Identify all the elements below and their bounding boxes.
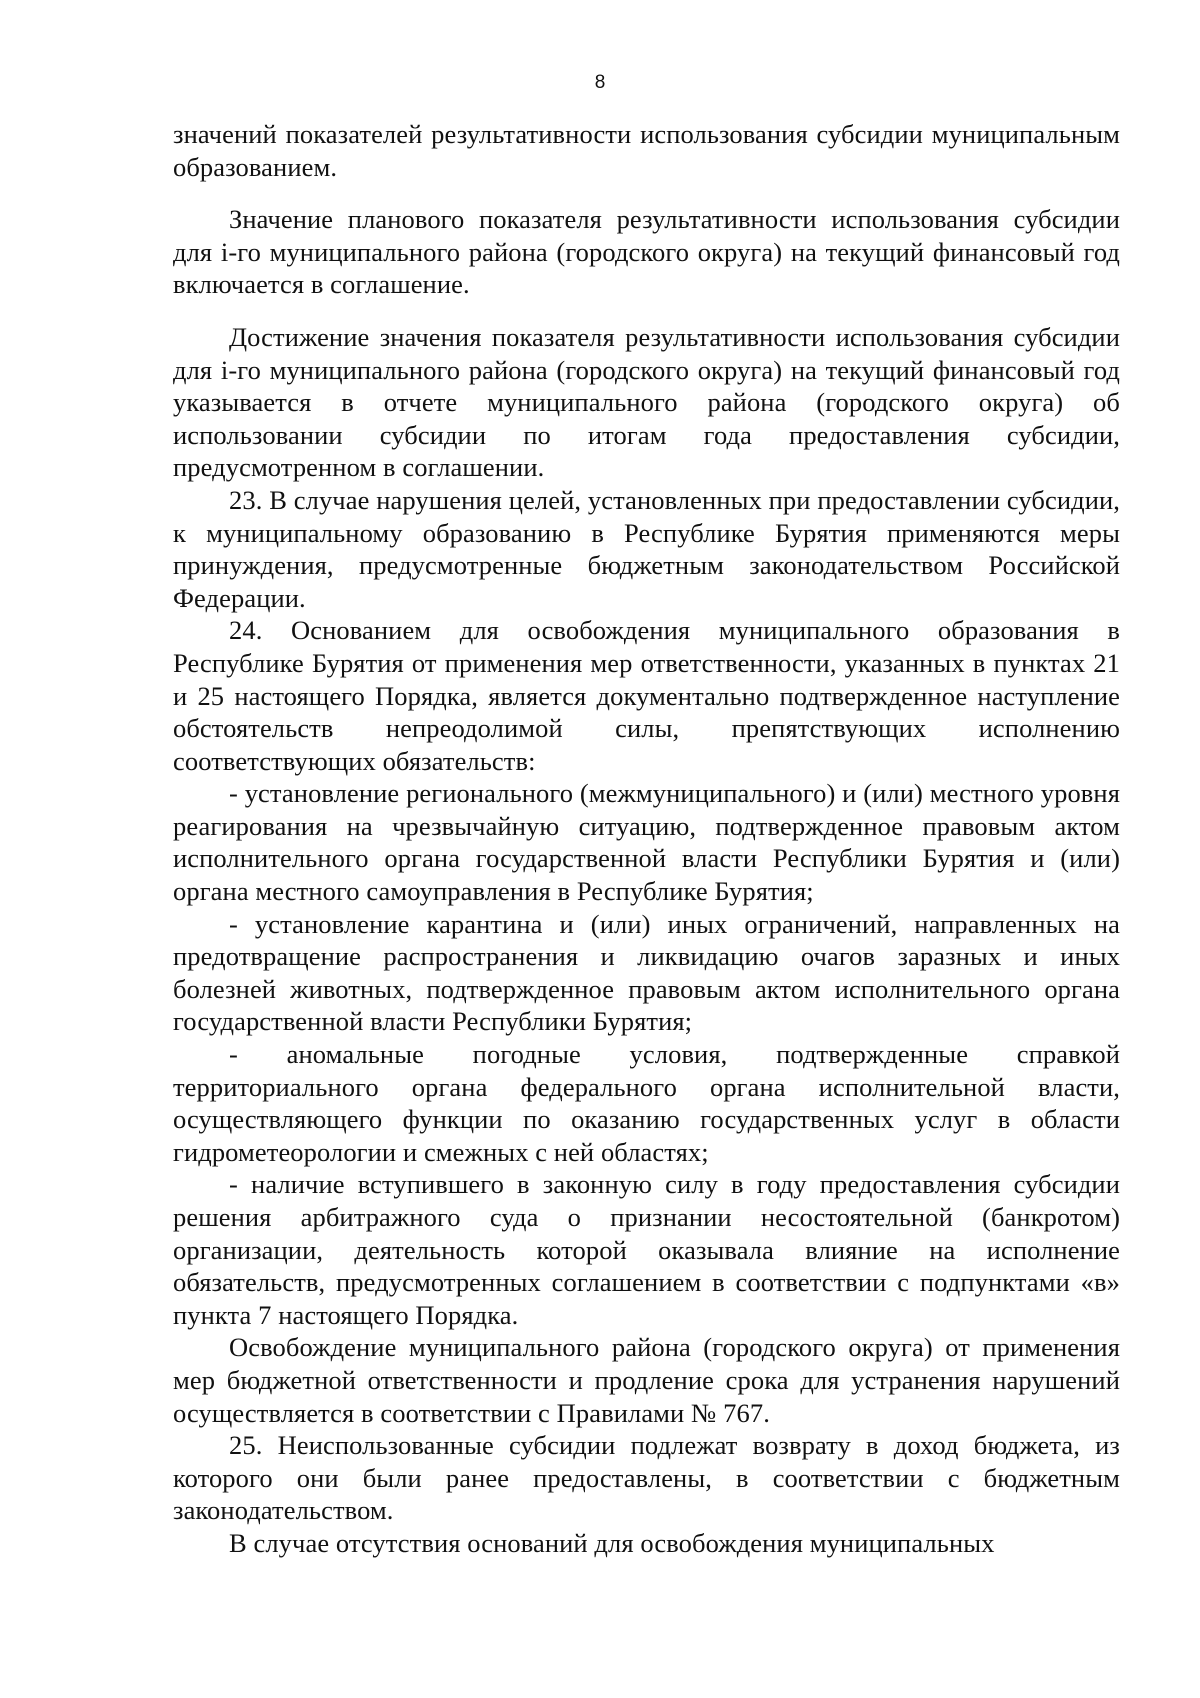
paragraph-achievement: Достижение значения показателя результативности использования субсидии для i-го муниципального района (городского округа) на текущий финансовый год указывается в отчете муниципального района (городского округа) об использовании субсидии по итогам года предоставления субсидии, предусмотренном в соглашении. — [173, 321, 1120, 483]
paragraph-item-25: 25. Неиспользованные субсидии подлежат возврату в доход бюджета, из которого они были ранее предоставлены, в соответствии с бюджетным законодательством. — [173, 1430, 1120, 1526]
document-body — [173, 118, 1120, 1560]
paragraph-item-23: 23. В случае нарушения целей, установленных при предоставлении субсидии, к муниципальному образованию в Республике Бурятия применяются меры принуждения, предусмотренные бюджетным законодательством Российской Федерации. — [173, 484, 1120, 613]
paragraph-planned-indicator: Значение планового показателя результативности использования субсидии для i-го муниципального района (городского округа) на текущий финансовый год включается в соглашение. — [173, 204, 1120, 300]
page-number: 8 — [594, 72, 606, 93]
paragraph-exemption: Освобождение муниципального района (городского округа) от применения мер бюджетной ответственности и продление срока для устранения нарушений осуществляется в соответствии с Правилами № 767. — [173, 1332, 1120, 1428]
list-item-weather: - аномальные погодные условия, подтвержденные справкой территориального органа федерального органа исполнительной власти, осуществляющего функции по оказанию государственных услуг в области гидрометеорологии и смежных с ней областях; — [173, 1039, 1120, 1167]
list-item-emergency: - установление регионального (межмуниципального) и (или) местного уровня реагирования на чрезвычайную ситуацию, подтвержденное правовым актом исполнительного органа государственной власти Республики Бурятия и (или) органа местного самоуправления в Республике Бурятия; — [173, 778, 1120, 907]
paragraph-continuation: значений показателей результативности использования субсидии муниципальным образованием. — [173, 119, 1120, 182]
paragraph-item-24: 24. Основанием для освобождения муниципального образования в Республике Бурятия от применения мер ответственности, указанных в пунктах 21 и 25 настоящего Порядка, является документально подтвержденное наступление обстоятельств непреодолимой силы, препятствующих исполнению соответствующих обязательств: — [173, 615, 1120, 776]
paragraph-no-grounds: В случае отсутствия оснований для освобождения муниципальных — [229, 1527, 995, 1558]
list-item-quarantine: - установление карантина и (или) иных ограничений, направленных на предотвращение распространения и ликвидацию очагов заразных и иных болезней животных, подтвержденное правовым актом исполнительного органа государственной власти Республики Бурятия; — [173, 908, 1120, 1037]
list-item-bankruptcy: - наличие вступившего в законную силу в году предоставления субсидии решения арбитражного суда о признании несостоятельной (банкротом) организации, деятельность которой оказывала влияние на исполнение обязательств, предусмотренных соглашением в соответствии с подпунктами «в» пункта 7 настоящего Порядка. — [173, 1169, 1120, 1330]
